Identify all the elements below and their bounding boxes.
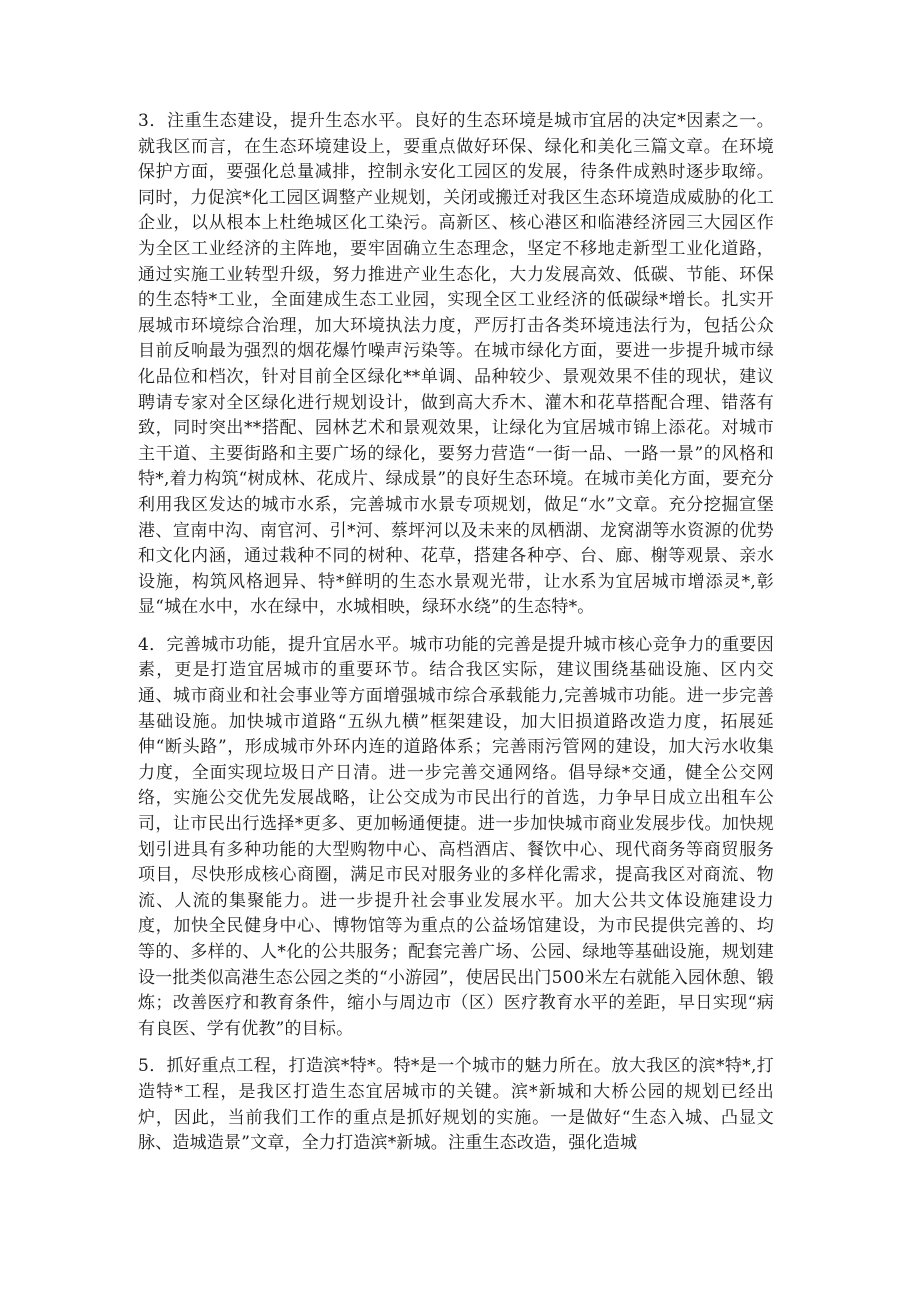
- document-page: [138, 109, 774, 1157]
- paragraph-ecology: 3．注重生态建设，提升生态水平。良好的生态环境是城市宜居的决定*因素之一。就我区而言，在生态环境建设上，要重点做好环保、绿化和美化三篇文章。在环境保护方面，要强化总量减排，控制永安化工园区的发展，待条件成熟时逐步取缔。同时，力促滨*化工园区调整产业规划，关闭或搬迁对我区生态环境造成威胁的化工企业，以从根本上杜绝城区化工染污。高新区、核心港区和临港经济园三大园区作为全区工业经济的主阵地，要牢固确立生态理念，坚定不移地走新型工业化道路，通过实施工业转型升级，努力推进产业生态化，大力发展高效、低碳、节能、环保的生态特*工业，全面建成生态工业园，实现全区工业经济的低碳绿*增长。扎实开展城市环境综合治理，加大环境执法力度，严厉打击各类环境违法行为，包括公众目前反响最为强烈的烟花爆竹噪声污染等。在城市绿化方面，要进一步提升城市绿化品位和档次，针对目前全区绿化**单调、品种较少、景观效果不佳的现状，建议聘请专家对全区绿化进行规划设计，做到高大乔木、灌木和花草搭配合理、错落有致，同时突出**搭配、园林艺术和景观效果，让绿化为宜居城市锦上添花。对城市主干道、主要街路和主要广场的绿化，要努力营造“一街一品、一路一景”的风格和特*,着力构筑“树成林、花成片、绿成景”的良好生态环境。在城市美化方面，要充分利用我区发达的城市水系，完善城市水景专项规划，做足“水”文章。充分挖掘宣堡港、宣南中沟、南官河、引*河、蔡坪河以及未来的凤栖湖、龙窝湖等水资源的优势和文化内涵，通过栽种不同的树种、花草，搭建各种亭、台、廊、榭等观景、亲水设施，构筑风格迥异、特*鲜明的生态水景观光带，让水系为宜居城市增添灵*,彰显“城在水中，水在绿中，水城相映，绿环水绕”的生态特*。: [138, 111, 774, 618]
- paragraph-city-function: 4．完善城市功能，提升宜居水平。城市功能的完善是提升城市核心竞争力的重要因素，更是打造宜居城市的重要环节。结合我区实际，建议围绕基础设施、区内交通、城市商业和社会事业等方面增强城市综合承载能力,完善城市功能。进一步完善基础设施。加快城市道路“五纵九横”框架建设，加大旧损道路改造力度，拓展延伸“断头路”，形成城市外环内连的道路体系；完善雨污管网的建设，加大污水收集力度，全面实现垃圾日产日清。进一步完善交通网络。倡导绿*交通，健全公交网络，实施公交优先发展战略，让公交成为市民出行的首选，力争早日成立出租车公司，让市民出行选择*更多、更加畅通便捷。进一步加快城市商业发展步伐。加快规划引进具有多种功能的大型购物中心、高档酒店、餐饮中心、现代商务等商贸服务项目，尽快形成核心商圈，满足市民对服务业的多样化需求，提高我区对商流、物流、人流的集聚能力。进一步提升社会事业发展水平。加大公共文体设施建设力度，加快全民健身中心、博物馆等为重点的公益场馆建设，为市民提供完善的、均等的、多样的、人*化的公共服务；配套完善广场、公园、绿地等基础设施，规划建设一批类似高港生态公园之类的“小游园”，使居民出门500米左右就能入园休憩、锻炼；改善医疗和教育条件，缩小与周边市（区）医疗教育水平的差距，早日实现“病有良医、学有优教”的目标。: [138, 634, 774, 1039]
- paragraph-key-projects: 5．抓好重点工程，打造滨*特*。特*是一个城市的魅力所在。放大我区的滨*特*,打造特*工程，是我区打造生态宜居城市的关键。滨*新城和大桥公园的规划已经出炉，因此，当前我们工作的重点是抓好规划的实施。一是做好“生态入城、凸显文脉、造城造景”文章，全力打造滨*新城。注重生态改造，强化造城: [138, 1056, 774, 1154]
